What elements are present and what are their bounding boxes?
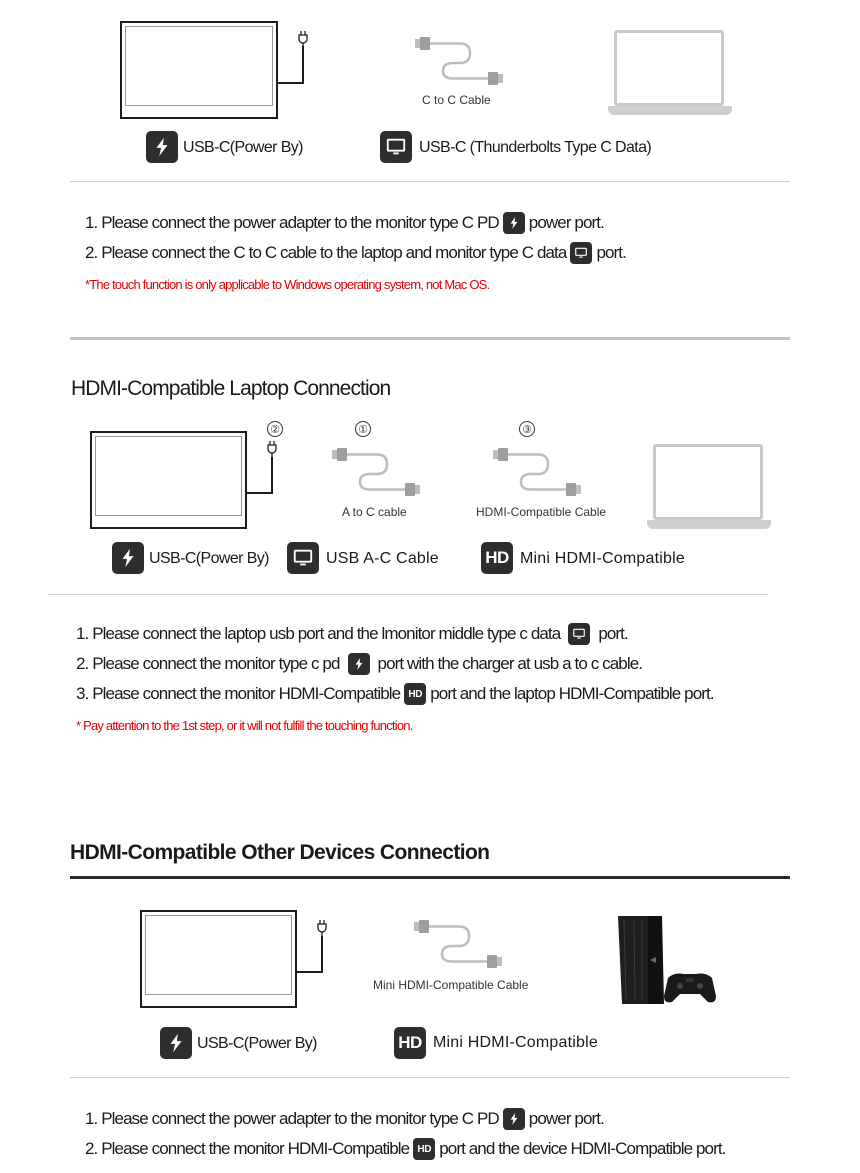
touch-warning-note: * Pay attention to the 1st step, or it will not fulfill the touching function. [76,718,413,733]
power-bolt-icon [503,1108,525,1130]
power-legend-label: USB-C(Power By) [183,139,303,156]
usb-legend-label: USB A-C Cable [326,550,439,567]
section-title-underline [70,876,790,879]
power-bolt-icon [146,131,178,163]
instruction-step-1: 1. Please connect the power adapter to the monitor type C PD power port. [85,1109,604,1128]
portable-monitor-illustration [120,21,278,119]
hd-icon: HD [394,1027,426,1059]
power-bolt-icon [348,653,370,675]
section-title: HDMI-Compatible Laptop Connection [71,377,391,400]
instruction-step-1: 1. Please connect the laptop usb port and the lmonitor middle type c data port. [76,624,628,643]
instruction-step-3: 3. Please connect the monitor HDMI-Compatible HD port and the laptop HDMI-Compatible port. [76,684,714,703]
power-legend-label: USB-C(Power By) [149,550,269,567]
monitor-data-icon [380,131,412,163]
monitor-data-icon [570,242,592,264]
cable-label: C to C Cable [422,93,491,107]
hdmi-legend-label: Mini HDMI-Compatible [520,550,685,567]
power-plug-icon [316,920,328,936]
monitor-data-icon [568,623,590,645]
instruction-step-2: 2. Please connect the monitor HDMI-Compatible HD port and the device HDMI-Compatible port. [85,1139,726,1158]
instruction-step-2: 2. Please connect the C to C cable to the laptop and monitor type C data port. [85,243,626,262]
instruction-step-1: 1. Please connect the power adapter to the monitor type C PD power port. [85,213,604,232]
divider [48,594,768,595]
power-legend-label: USB-C(Power By) [197,1035,317,1052]
cable-label: HDMI-Compatible Cable [476,505,607,519]
step-marker-2: ② [267,421,283,437]
instruction-step-2: 2. Please connect the monitor type c pd port with the charger at usb a to c cable. [76,654,643,673]
step-marker-1: ① [355,421,371,437]
section-divider [70,337,790,340]
section-title: HDMI-Compatible Other Devices Connection [70,841,490,864]
hdmi-legend-label: Mini HDMI-Compatible [433,1034,598,1051]
hd-icon: HD [413,1138,435,1160]
hdmi-cable-illustration [493,447,583,502]
touch-warning-note: *The touch function is only applicable to Windows operating system, not Mac OS. [85,277,490,292]
power-plug-icon [297,31,309,47]
hd-icon: HD [404,683,426,705]
data-legend-label: USB-C (Thunderbolts Type C Data) [419,139,652,156]
power-plug-icon [266,441,278,457]
power-bolt-icon [503,212,525,234]
a-to-c-cable-illustration [332,447,422,502]
cable-label: A to C cable [342,505,407,519]
mini-hdmi-cable-illustration [414,919,504,974]
hd-icon: HD [481,542,513,574]
portable-monitor-illustration [140,910,297,1008]
divider [70,1077,790,1078]
divider [70,181,790,182]
step-marker-3: ③ [519,421,535,437]
monitor-data-icon [287,542,319,574]
cable-label: Mini HDMI-Compatible Cable [373,978,529,992]
power-bolt-icon [160,1027,192,1059]
c-to-c-cable-illustration [415,36,505,91]
portable-monitor-illustration [90,431,247,529]
power-bolt-icon [112,542,144,574]
